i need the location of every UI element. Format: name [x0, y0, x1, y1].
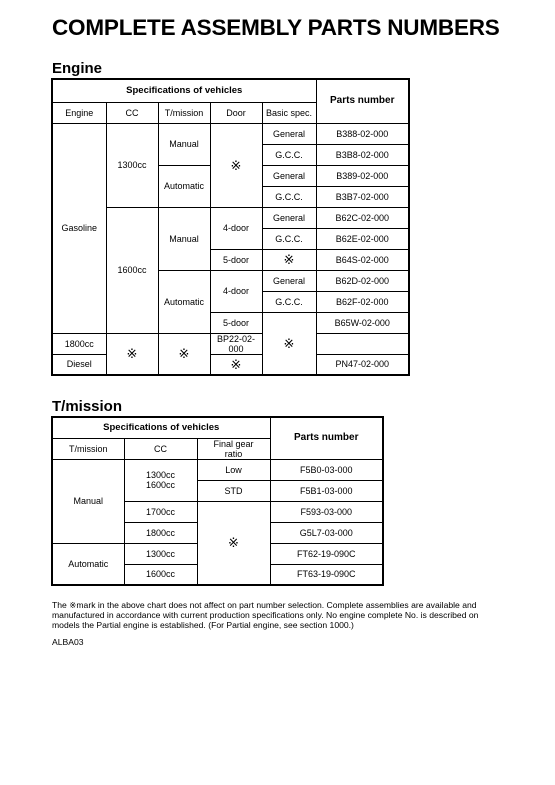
basic-spec-cell: G.C.C.: [262, 144, 316, 165]
door-5-cell: 5-door: [210, 312, 262, 333]
gear-std-cell: STD: [197, 480, 270, 501]
not-applicable-mark: ※: [197, 501, 270, 585]
not-applicable-mark: ※: [158, 333, 210, 375]
part-number-cell: B62E-02-000: [316, 228, 409, 249]
engine-spec-header: Specifications of vehicles: [52, 79, 316, 102]
not-applicable-mark: ※: [106, 333, 158, 375]
part-number-cell: B62F-02-000: [316, 291, 409, 312]
part-number-cell: B62C-02-000: [316, 207, 409, 228]
col-tmission-header: T/mission: [158, 102, 210, 123]
cc-1800-cell: 1800cc: [124, 522, 197, 543]
door-5-cell: 5-door: [210, 249, 262, 270]
tm-manual-cell: Manual: [52, 459, 124, 543]
tm-manual-cell: Manual: [158, 207, 210, 270]
part-number-cell: B3B8-02-000: [316, 144, 409, 165]
basic-spec-cell: General: [262, 165, 316, 186]
engine-parts-header: Parts number: [316, 79, 409, 123]
gear-low-cell: Low: [197, 459, 270, 480]
part-number-cell: PN47-02-000: [316, 354, 409, 375]
cc-1800-cell: 1800cc: [52, 333, 106, 354]
tm-automatic-cell: Automatic: [52, 543, 124, 585]
basic-spec-cell: General: [262, 207, 316, 228]
col-final-gear-header: Final gear ratio: [197, 438, 270, 459]
part-number-cell: G5L7-03-000: [270, 522, 383, 543]
page-title: COMPLETE ASSEMBLY PARTS NUMBERS: [52, 15, 500, 40]
part-number-cell: B389-02-000: [316, 165, 409, 186]
col-door-header: Door: [210, 102, 262, 123]
basic-spec-cell: G.C.C.: [262, 291, 316, 312]
engine-heading: Engine: [52, 60, 103, 77]
tm-manual-cell: Manual: [158, 123, 210, 165]
door-4-cell: 4-door: [210, 207, 262, 249]
part-number-cell: B388-02-000: [316, 123, 409, 144]
engine-gasoline-cell: Gasoline: [52, 123, 106, 333]
col-cc-header: CC: [124, 438, 197, 459]
tmission-heading: T/mission: [52, 398, 123, 415]
door-4-cell: 4-door: [210, 270, 262, 312]
tm-spec-header: Specifications of vehicles: [52, 417, 270, 438]
tm-parts-header: Parts number: [270, 417, 383, 459]
part-number-cell: F593-03-000: [270, 501, 383, 522]
cc-1700-cell: 1700cc: [124, 501, 197, 522]
cc-1300-cell: 1300cc: [124, 543, 197, 564]
cc-1600-cell: 1600cc: [124, 564, 197, 585]
col-tmission-header: T/mission: [52, 438, 124, 459]
part-number-cell: F5B0-03-000: [270, 459, 383, 480]
cc-1300-cell: 1300cc: [106, 123, 158, 207]
not-applicable-mark: ※: [262, 312, 316, 375]
part-number-cell: FT62-19-090C: [270, 543, 383, 564]
basic-spec-cell: General: [262, 270, 316, 291]
part-number-cell: B3B7-02-000: [316, 186, 409, 207]
tm-automatic-cell: Automatic: [158, 270, 210, 333]
basic-spec-cell: General: [262, 123, 316, 144]
engine-diesel-cell: Diesel: [52, 354, 106, 375]
part-number-cell: F5B1-03-000: [270, 480, 383, 501]
engine-parts-table: [51, 78, 410, 376]
tm-automatic-cell: Automatic: [158, 165, 210, 207]
col-cc-header: CC: [106, 102, 158, 123]
part-number-cell: B64S-02-000: [316, 249, 409, 270]
document-code: ALBA03: [52, 637, 84, 647]
col-basic-spec-header: Basic spec.: [262, 102, 316, 123]
col-engine-header: Engine: [52, 102, 106, 123]
footnote: The ※mark in the above chart does not affect on part number selection. Complete assemblies are available and manufactured in accordance with current production specifications only. No engine complete No. is described on models the Partial engine is established. (For Partial engine, see section 1000.): [52, 600, 479, 630]
not-applicable-mark: ※: [210, 354, 262, 375]
not-applicable-mark: ※: [262, 249, 316, 270]
part-number-cell: FT63-19-090C: [270, 564, 383, 585]
basic-spec-cell: G.C.C.: [262, 186, 316, 207]
cc-1600-cell: 1600cc: [106, 207, 158, 333]
basic-spec-cell: G.C.C.: [262, 228, 316, 249]
cc-1300-1600-cell: 1300cc 1600cc: [124, 459, 197, 501]
part-number-cell: B62D-02-000: [316, 270, 409, 291]
part-number-cell: B65W-02-000: [316, 312, 409, 333]
tmission-parts-table: [51, 416, 384, 586]
not-applicable-mark: ※: [210, 123, 262, 207]
part-number-cell: BP22-02-000: [210, 333, 262, 354]
